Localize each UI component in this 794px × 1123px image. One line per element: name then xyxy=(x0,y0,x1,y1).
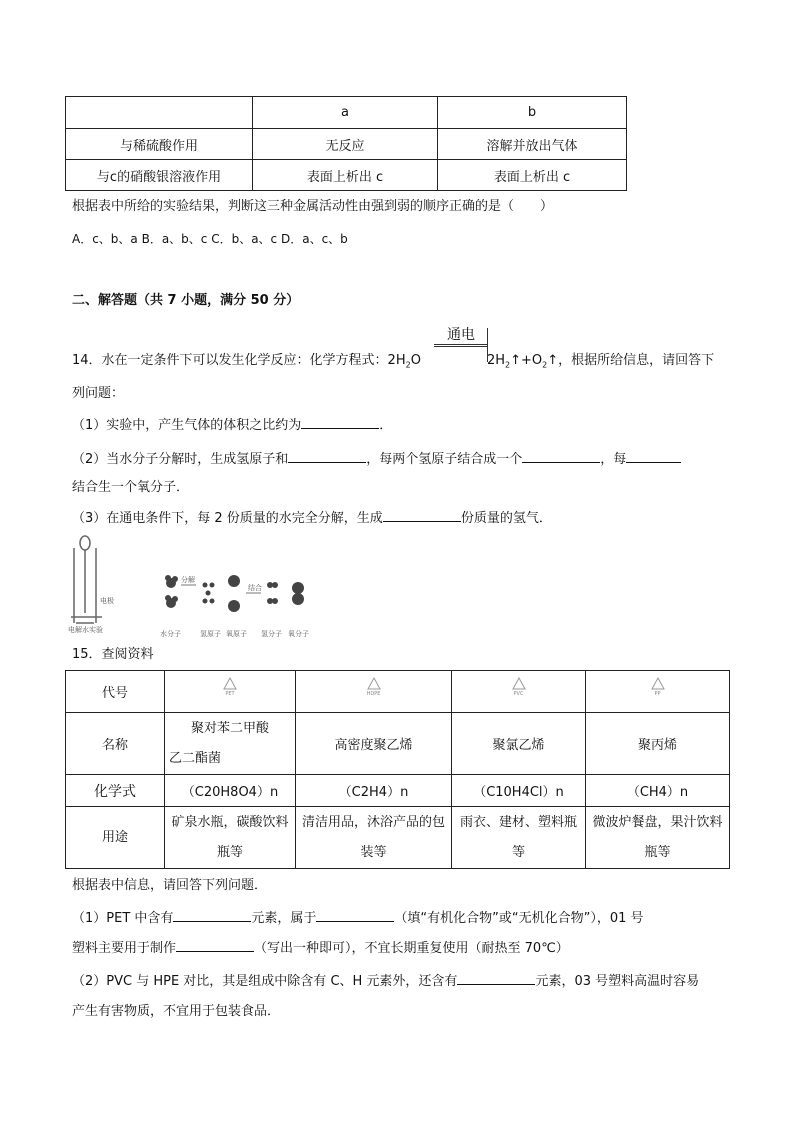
table-row xyxy=(66,671,730,713)
text: （1）PET 中含有 xyxy=(72,911,174,926)
caption: 氧原子 xyxy=(226,630,247,638)
caption: 水分子 xyxy=(160,630,181,638)
text: 聚对苯二甲酸 xyxy=(190,720,269,736)
text: 元素，03 号塑料高温时容易 xyxy=(535,974,700,989)
formula: （C2H4）n xyxy=(296,775,452,807)
table-cell: 矿泉水瓶，碳酸饮料瓶等 xyxy=(165,807,296,869)
table-row xyxy=(66,713,730,775)
q14-stem xyxy=(72,352,421,375)
table-cell: 表面上析出 c xyxy=(253,160,438,191)
text: ． xyxy=(379,418,393,433)
text: （填“有机化合物”或“无机化合物”），01 号 xyxy=(394,911,644,926)
text: 2H xyxy=(487,353,506,368)
plastics-table xyxy=(65,670,730,869)
metal-reaction-table xyxy=(65,96,627,191)
table-cell: 表面上析出 c xyxy=(438,160,627,191)
caption: 分解 xyxy=(181,576,195,584)
caption: 电解水实验 xyxy=(68,626,103,634)
caption: 结合 xyxy=(248,584,262,592)
answer-blank[interactable] xyxy=(176,939,254,952)
table-cell xyxy=(586,671,730,713)
table-cell: 溶解并放出气体 xyxy=(438,129,627,160)
code: PET xyxy=(225,690,235,697)
q15-part2 xyxy=(72,972,699,991)
formula: （CH4）n xyxy=(586,775,730,807)
recycle-icon xyxy=(363,677,385,707)
text: （2）当水分子分解时，生成氢原子和 xyxy=(72,452,289,467)
recycle-icon xyxy=(647,677,669,707)
table-cell xyxy=(165,713,296,775)
table-cell: 无反应 xyxy=(253,129,438,160)
table-cell: 与稀硫酸作用 xyxy=(66,129,253,160)
formula: （C10H4Cl）n xyxy=(452,775,586,807)
answer-options: A．c、b、a B．a、b、c C．b、a、c D．a、c、b xyxy=(72,232,348,246)
answer-blank[interactable] xyxy=(173,909,251,922)
table-row xyxy=(66,775,730,807)
q14-part1 xyxy=(72,416,392,435)
text: O xyxy=(410,353,421,368)
table-cell xyxy=(452,671,586,713)
text: （写出一种即可），不宜长期重复使用（耐热至 70℃） xyxy=(254,941,569,956)
recycle-icon xyxy=(219,677,241,707)
q15-title: 15．查阅资料 xyxy=(72,647,154,662)
answer-blank[interactable] xyxy=(457,972,535,985)
table-cell xyxy=(296,671,452,713)
text: 乙二酯菌 xyxy=(169,750,222,766)
text: ↑+O xyxy=(510,353,543,368)
text: （3）在通电条件下，每 2 份质量的水完全分解，生成 xyxy=(72,511,383,526)
table-cell: 聚氯乙烯 xyxy=(452,713,586,775)
row-label: 化学式 xyxy=(66,775,165,807)
text: （1）实验中，产生气体的体积之比约为 xyxy=(72,418,302,433)
answer-blank[interactable] xyxy=(383,509,461,522)
table-cell xyxy=(66,97,253,129)
code: PP xyxy=(654,690,661,697)
text: ，每 xyxy=(600,452,627,467)
answer-blank[interactable] xyxy=(522,450,600,463)
table-cell: 微波炉餐盘，果汁饮料瓶等 xyxy=(586,807,730,869)
caption: 氢原子 xyxy=(200,630,221,638)
answer-blank[interactable] xyxy=(626,450,681,463)
table-cell: 雨衣、建材、塑料瓶等 xyxy=(452,807,586,869)
table-cell xyxy=(165,671,296,713)
answer-blank[interactable] xyxy=(316,909,394,922)
caption: 氢分子 xyxy=(261,630,282,638)
text: 份质量的氢气． xyxy=(460,511,552,526)
row-label: 名称 xyxy=(66,713,165,775)
text: 产生有害物质，不宜用于包装食品． xyxy=(72,1004,281,1019)
table-cell: 清洁用品，沐浴产品的包装等 xyxy=(296,807,452,869)
text: 塑料主要用于制作 xyxy=(72,941,177,956)
table-cell: 高密度聚乙烯 xyxy=(296,713,452,775)
code: HDPE xyxy=(366,690,381,697)
text: 结合生一个氧分子． xyxy=(72,480,190,495)
section-heading: 二、解答题（共 7 小题，满分 50 分） xyxy=(72,293,300,308)
text: 2 xyxy=(542,360,548,370)
answer-blank[interactable] xyxy=(288,450,366,463)
text: 14．水在一定条件下可以发生化学反应：化学方程式：2H xyxy=(72,353,406,368)
text: 根据表中信息，请回答下列问题． xyxy=(72,878,268,893)
caption: 氧分子 xyxy=(288,630,309,638)
table-row xyxy=(66,160,627,191)
question-stem: 根据表中所给的实验结果，判断这三种金属活动性由强到弱的顺序正确的是（ ） xyxy=(72,199,554,214)
table-row xyxy=(66,807,730,869)
row-label: 代号 xyxy=(66,671,165,713)
answer-blank[interactable] xyxy=(301,416,379,429)
q14-part2 xyxy=(72,450,681,469)
table-cell: 与c的硝酸银溶液作用 xyxy=(66,160,253,191)
formula: （C20H8O4）n xyxy=(165,775,296,807)
text: ↑，根据所给信息，请回答下 xyxy=(547,353,715,368)
caption: 电极 xyxy=(100,597,114,605)
recycle-icon xyxy=(508,677,530,707)
q15-part1 xyxy=(72,909,644,928)
table-row xyxy=(66,129,627,160)
q14-part3 xyxy=(72,509,552,528)
row-label: 用途 xyxy=(66,807,165,869)
text: （2）PVC 与 HPE 对比，其是组成中除含有 C、H 元素外，还含有 xyxy=(72,974,458,989)
table-header-a: a xyxy=(253,97,438,129)
reaction-condition: 通电 xyxy=(434,326,488,347)
electrolysis-figure xyxy=(68,533,313,643)
text: 元素，属于 xyxy=(251,911,317,926)
q15-part1-cont xyxy=(72,939,569,958)
table-header-b: b xyxy=(438,97,627,129)
text: 2 xyxy=(405,360,411,370)
text: 列问题： xyxy=(72,386,125,401)
electrolysis-apparatus-icon xyxy=(68,533,313,643)
reaction-products xyxy=(487,352,714,375)
text: ，每两个氢原子结合成一个 xyxy=(366,452,523,467)
code: PVC xyxy=(513,690,524,697)
table-cell: 聚丙烯 xyxy=(586,713,730,775)
text: 2 xyxy=(505,360,511,370)
